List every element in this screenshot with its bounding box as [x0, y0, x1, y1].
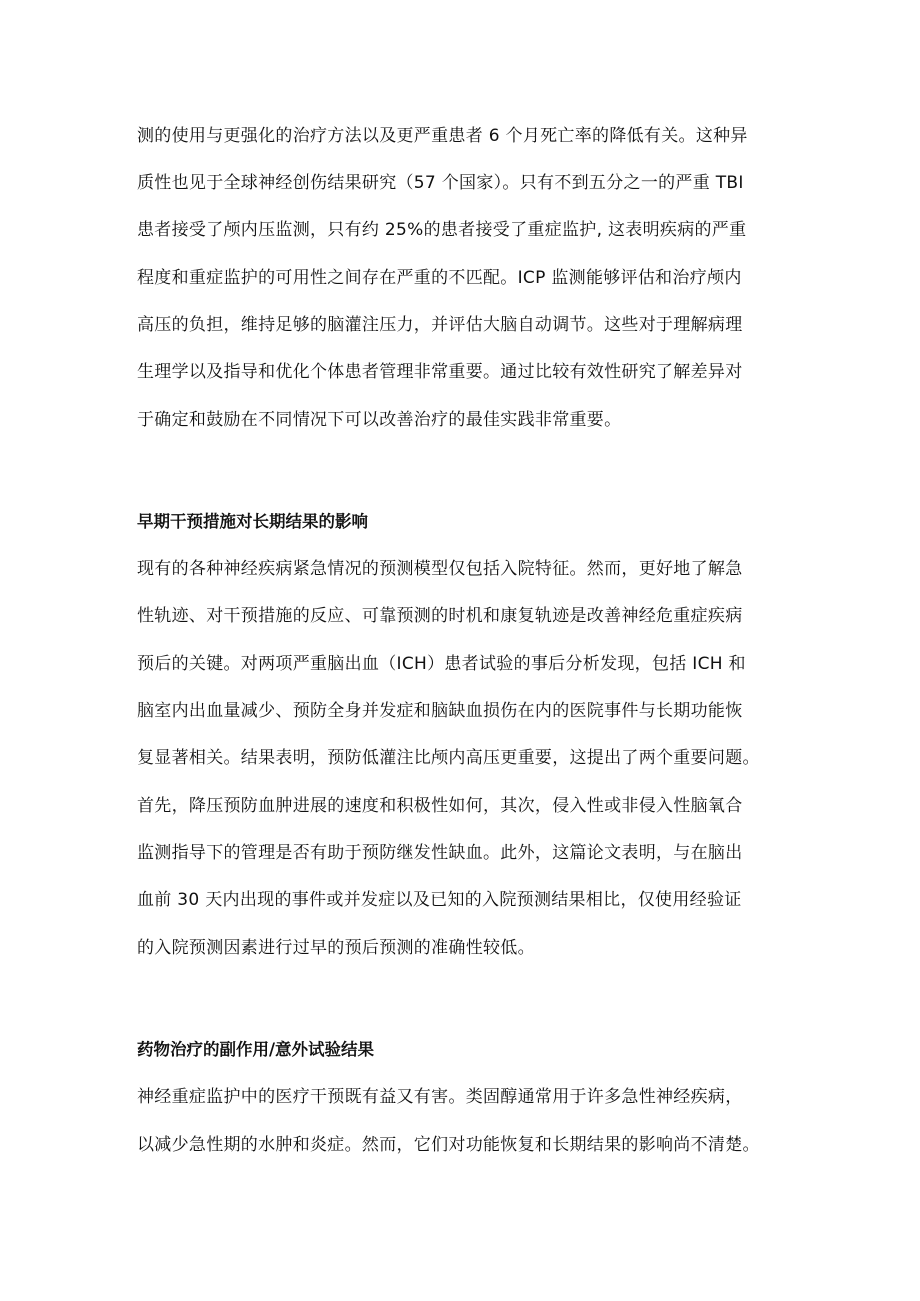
- section3-line: 以减少急性期的水肿和炎症。然而，它们对功能恢复和长期结果的影响尚不清楚。: [137, 1135, 760, 1155]
- paragraph1-line: 测的使用与更强化的治疗方法以及更严重患者 6 个月死亡率的降低有关。这种异: [137, 126, 748, 146]
- paragraph1-line: 高压的负担，维持足够的脑灌注压力，并评估大脑自动调节。这些对于理解病理: [137, 315, 743, 335]
- paragraph1-line: 生理学以及指导和优化个体患者管理非常重要。通过比较有效性研究了解差异对: [137, 362, 743, 382]
- paragraph1-line: 患者接受了颅内压监测，只有约 25%的患者接受了重症监护, 这表明疾病的严重: [137, 220, 747, 240]
- paragraph1-line: 程度和重症监护的可用性之间存在严重的不匹配。ICP 监测能够评估和治疗颅内: [137, 268, 742, 288]
- section3-line: 神经重症监护中的医疗干预既有益又有害。类固醇通常用于许多急性神经疾病，: [137, 1087, 743, 1107]
- section2-line: 脑室内出血量减少、预防全身并发症和脑缺血损伤在内的医院事件与长期功能恢: [137, 701, 743, 721]
- section2-line: 现有的各种神经疾病紧急情况的预测模型仅包括入院特征。然而，更好地了解急: [137, 559, 743, 579]
- section-heading: 药物治疗的副作用/意外试验结果: [137, 1040, 375, 1059]
- section2-line: 预后的关键。对两项严重脑出血（ICH）患者试验的事后分析发现，包括 ICH 和: [137, 654, 746, 674]
- section2-line: 血前 30 天内出现的事件或并发症以及已知的入院预测结果相比，仅使用经验证: [137, 890, 742, 910]
- section2-line: 性轨迹、对干预措施的反应、可靠预测的时机和康复轨迹是改善神经危重症疾病: [137, 606, 743, 626]
- section-heading: 早期干预措施对长期结果的影响: [137, 512, 368, 531]
- section2-line: 监测指导下的管理是否有助于预防继发性缺血。此外，这篇论文表明，与在脑出: [137, 843, 743, 863]
- paragraph1-line: 质性也见于全球神经创伤结果研究（57 个国家）。只有不到五分之一的严重 TBI: [137, 173, 744, 193]
- section2-line: 的入院预测因素进行过早的预后预测的准确性较低。: [137, 938, 535, 958]
- section2-line: 复显著相关。结果表明，预防低灌注比颅内高压更重要，这提出了两个重要问题。: [137, 748, 760, 768]
- paragraph1-line: 于确定和鼓励在不同情况下可以改善治疗的最佳实践非常重要。: [137, 410, 622, 430]
- section2-line: 首先，降压预防血肿进展的速度和积极性如何，其次，侵入性或非侵入性脑氧合: [137, 796, 743, 816]
